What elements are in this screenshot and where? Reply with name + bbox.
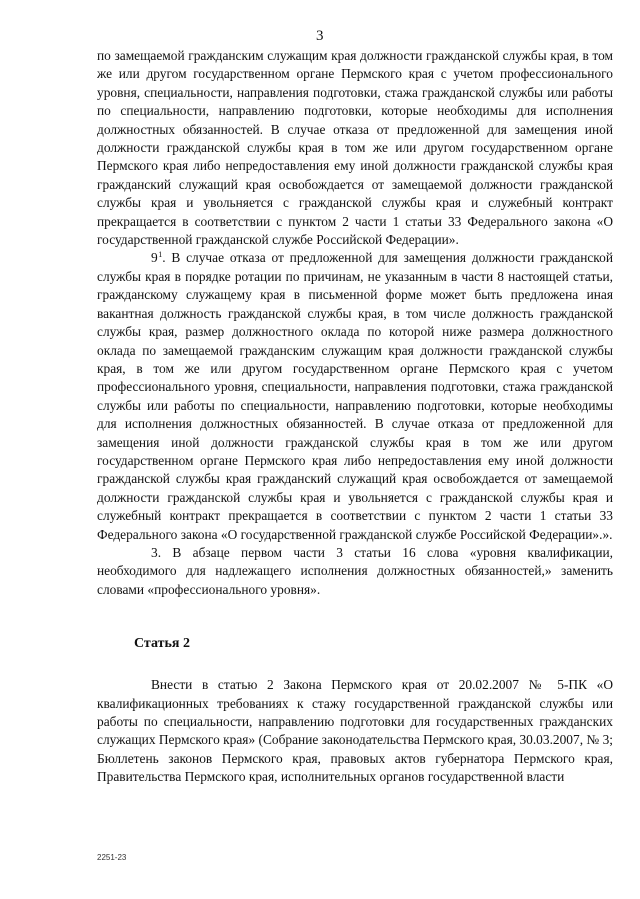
- article-heading: Статья 2: [134, 636, 190, 652]
- paragraph-continuation: по замещаемой гражданским служащим края должности гражданской службы края, в том же или другом государственном органе Пермского края с учетом профессионального уровня, специальности, направления подготовки, стажа гражданской службы или работы по специальности, направлению подготовки, которые необходимы для исполнения должностных обязанностей. В случае отказа от предложенной для замещения иной должности гражданской службы края в том же или другом государственном органе Пермского края либо непредоставления ему иной должности гражданской службы края гражданский служащий края освобождается от замещаемой должности гражданской службы края и увольняется с гражданской службы края и служебный контракт прекращается в соответствии с пунктом 2 части 1 статьи 33 Федерального закона «О государственной гражданской службе Российской Федерации».: [97, 48, 613, 248]
- paragraph-item-9-1: [97, 249, 613, 544]
- item-superscript: 1: [158, 250, 163, 260]
- document-code: 2251-23: [97, 853, 127, 862]
- paragraph-article-2: Внести в статью 2 Закона Пермского края от 20.02.2007 № 5-ПК «О квалификационных требованиях к стажу государственной гражданской службы или работы по специальности, направлению подготовки для государственных гражданских служащих Пермского края» (Собрание законодательства Пермского края, 30.03.2007, № 3; Бюллетень законов Пермского края, правовых актов губернатора Пермского края, Правительства Пермского края, исполнительных органов государственной власти: [97, 677, 613, 785]
- item-text: В абзаце первом части 3 статьи 16 слова «уровня квалификации, необходимого для надлежащего исполнения должностных обязанностей,» заменить словами «профессионального уровня».: [97, 544, 613, 597]
- item-text: . В случае отказа от предложенной для замещения должности гражданской службы края в порядке ротации по причинам, не указанным в части 8 настоящей статьи, гражданскому служащему края в письменной форме может быть предложена иная вакантная должность гражданской службы края, в том числе должность гражданской службы края, размер должностного оклада по которой ниже размера должностного оклада по замещаемой гражданским служащим края должности гражданской службы края, в том же или другом государственном органе Пермского края с учетом профессионального уровня, специальности, направления подготовки, стажа гражданской службы или работы по специальности, направлению подготовки, которые необходимы для исполнения должностных обязанностей. В случае отказа от предложенной для замещения иной должности гражданской службы края в том же или другом государственном органе Пермского края либо непредоставления ему иной должности гражданской службы края гражданский служащий края освобождается от замещаемой должности гражданской службы края и увольняется с гражданской службы края и служебный контракт прекращается в соответствии с пунктом 2 части 1 статьи 33 Федерального закона «О государственной гражданской службе Российской Федерации».».: [97, 250, 613, 542]
- document-body: [97, 47, 613, 787]
- item-number: 9: [151, 250, 159, 266]
- item-number: 3.: [151, 544, 162, 560]
- page-number: 3: [316, 28, 324, 44]
- paragraph-item-3: [97, 544, 613, 599]
